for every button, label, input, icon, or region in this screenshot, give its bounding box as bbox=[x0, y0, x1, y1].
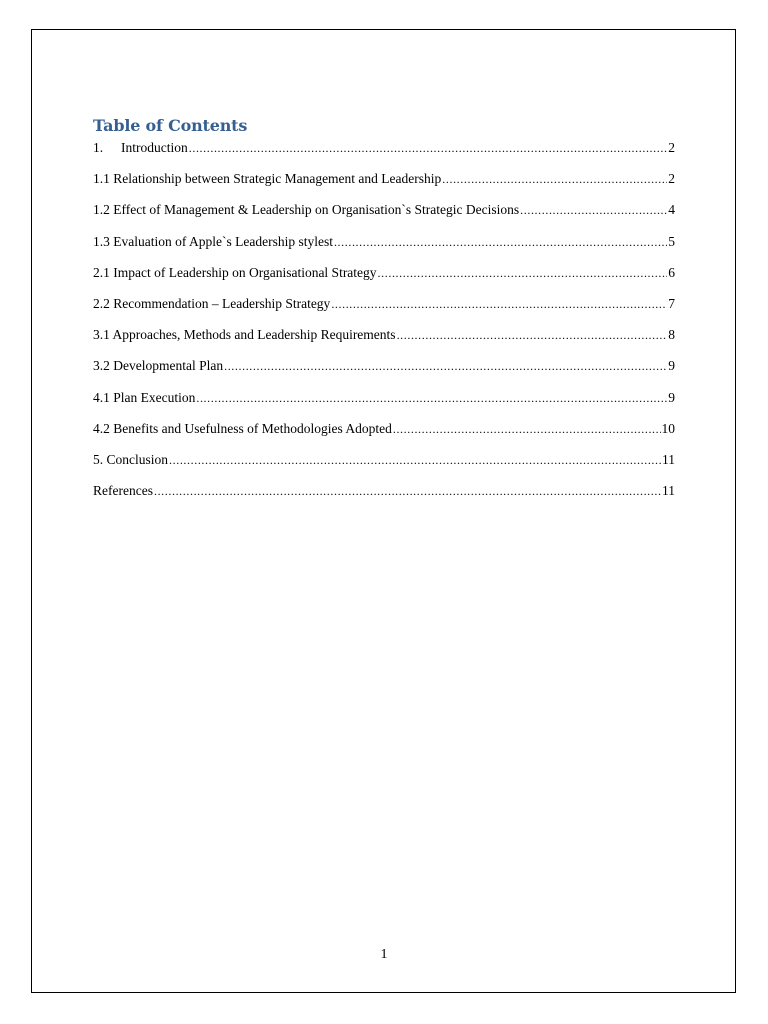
toc-entry-page: 5 bbox=[668, 233, 675, 249]
dot-leader bbox=[334, 234, 667, 250]
toc-entry-text: Introduction bbox=[121, 140, 188, 155]
toc-entry-3-2[interactable] bbox=[93, 358, 675, 374]
toc-list bbox=[93, 140, 675, 514]
toc-entry-label: 2.2 Recommendation – Leadership Strategy bbox=[93, 295, 331, 311]
toc-entry-page: 9 bbox=[668, 389, 675, 405]
toc-entry-page: 6 bbox=[668, 264, 675, 280]
toc-entry-introduction[interactable] bbox=[93, 140, 675, 156]
toc-entry-label: 3.1 Approaches, Methods and Leadership Requirements bbox=[93, 327, 396, 343]
dot-leader bbox=[442, 171, 667, 187]
toc-entry-label: 4.1 Plan Execution bbox=[93, 389, 196, 405]
dot-leader bbox=[397, 327, 668, 343]
toc-entry-references[interactable] bbox=[93, 483, 675, 499]
page-number: 1 bbox=[380, 947, 388, 962]
toc-entry-page: 9 bbox=[668, 358, 675, 374]
dot-leader bbox=[154, 483, 661, 499]
toc-entry-1-2[interactable] bbox=[93, 202, 675, 218]
dot-leader bbox=[189, 140, 668, 156]
toc-entry-page: 10 bbox=[661, 420, 675, 436]
toc-title: Table of Contents bbox=[93, 116, 248, 135]
toc-entry-page: 2 bbox=[668, 140, 675, 155]
toc-entry-page: 11 bbox=[662, 451, 675, 467]
toc-entry-page: 2 bbox=[668, 171, 675, 187]
toc-entry-label: 1.1 Relationship between Strategic Management and Leadership bbox=[93, 171, 442, 187]
toc-entry-4-2[interactable] bbox=[93, 421, 675, 437]
dot-leader bbox=[224, 358, 667, 374]
toc-entry-2-2[interactable] bbox=[93, 296, 675, 312]
toc-entry-label: 1.3 Evaluation of Apple`s Leadership stylest bbox=[93, 233, 333, 249]
dot-leader bbox=[196, 390, 667, 406]
toc-entry-2-1[interactable] bbox=[93, 265, 675, 281]
toc-entry-label: 1.2 Effect of Management & Leadership on Organisation`s Strategic Decisions bbox=[93, 202, 520, 218]
toc-entry-4-1[interactable] bbox=[93, 390, 675, 406]
toc-entry-label: 3.2 Developmental Plan bbox=[93, 358, 224, 374]
toc-entry-3-1[interactable] bbox=[93, 327, 675, 343]
toc-entry-page: 4 bbox=[668, 202, 675, 218]
dot-leader bbox=[331, 296, 667, 312]
dot-leader bbox=[520, 202, 667, 218]
toc-entry-page: 11 bbox=[662, 483, 675, 499]
toc-entry-1-1[interactable] bbox=[93, 171, 675, 187]
toc-entry-1-3[interactable] bbox=[93, 234, 675, 250]
toc-entry-label bbox=[93, 140, 188, 156]
toc-entry-page: 7 bbox=[668, 295, 675, 311]
toc-entry-page: 8 bbox=[668, 327, 675, 343]
toc-entry-5[interactable] bbox=[93, 452, 675, 468]
dot-leader bbox=[393, 421, 661, 437]
toc-entry-label: 2.1 Impact of Leadership on Organisational Strategy bbox=[93, 264, 377, 280]
toc-entry-label: 4.2 Benefits and Usefulness of Methodologies Adopted bbox=[93, 420, 392, 436]
toc-entry-label: References bbox=[93, 483, 153, 499]
toc-entry-label: 5. Conclusion bbox=[93, 451, 169, 467]
dot-leader bbox=[169, 452, 661, 468]
dot-leader bbox=[378, 265, 668, 281]
toc-entry-number: 1. bbox=[93, 140, 104, 155]
